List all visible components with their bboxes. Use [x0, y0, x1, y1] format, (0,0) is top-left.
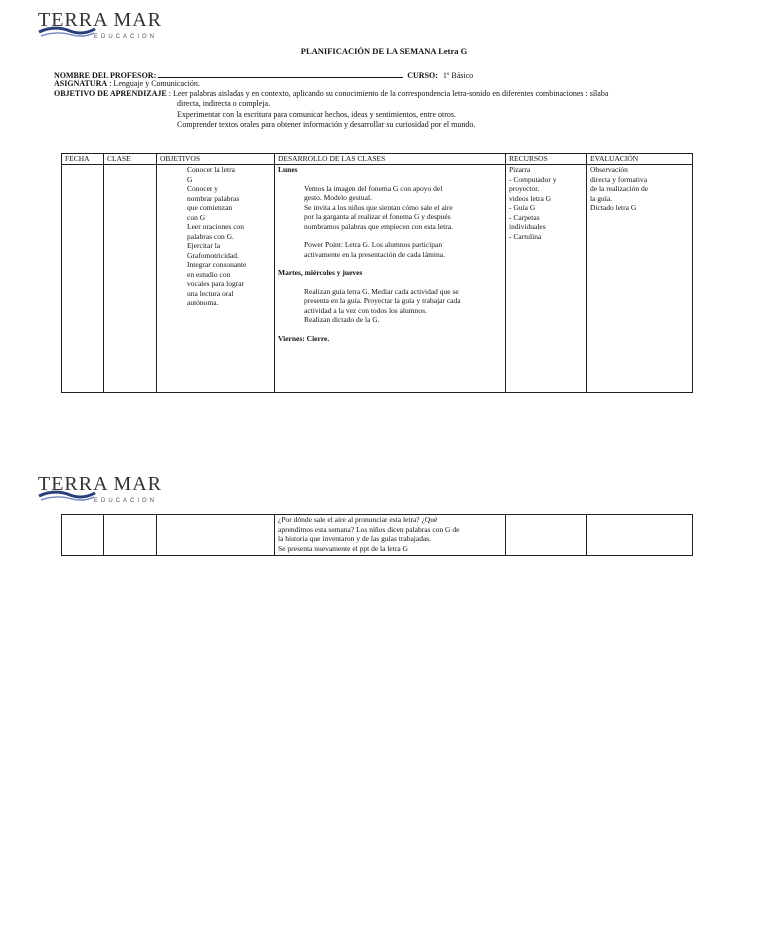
objetivo-item: vocales para lograr	[187, 279, 245, 288]
recursos-cell	[506, 165, 587, 393]
desarrollo-line: Se presenta nuevamente el ppt de la letra G	[278, 543, 408, 553]
recurso-item: - Computador y	[509, 174, 557, 184]
objetivo-item: una lectura oral	[187, 288, 234, 298]
objetivo-item: Leer oraciones con	[187, 222, 245, 231]
asignatura-label: ASIGNATURA	[54, 79, 108, 88]
lunes-line: por la garganta al realizar el fonema G y después	[304, 212, 451, 221]
martes-heading: Martes, miércoles y jueves	[278, 268, 363, 277]
logo-sub-text: EDUCACION	[94, 34, 158, 40]
planning-table	[61, 153, 693, 393]
evaluacion-cell	[587, 515, 693, 556]
wave-icon	[38, 26, 96, 38]
recurso-item: proyector.	[509, 184, 540, 193]
terra-mar-logo-page2	[38, 473, 163, 504]
evaluacion-item: la guía.	[590, 193, 613, 203]
recurso-item: videos letra G	[509, 193, 552, 203]
logo-brand-text: TERRA MAR	[38, 473, 163, 495]
lunes-line: activamente en la presentación de cada lámina.	[304, 249, 445, 259]
objetivos-cell	[157, 515, 275, 556]
col-recursos: RECURSOS	[506, 154, 587, 165]
martes-line: Realizan guía letra G. Mediar cada actividad que se	[304, 286, 459, 296]
recurso-item: Pizarra	[509, 165, 531, 174]
objetivos-cell	[157, 165, 275, 393]
col-objetivos: OBJETIVOS	[157, 154, 275, 165]
planning-table-continued	[61, 514, 693, 556]
martes-line: Realizan dictado de la G.	[304, 315, 380, 324]
desarrollo-line: ¿Por dónde sale el aire al pronunciar esta letra? ¿Qué	[278, 515, 438, 524]
objetivo-item: Ejercitar la	[187, 241, 221, 250]
col-desarrollo: DESARROLLO DE LAS CLASES	[275, 154, 506, 165]
col-fecha: FECHA	[62, 154, 104, 165]
asignatura-row	[54, 79, 200, 89]
recurso-item: individuales	[509, 222, 546, 231]
desarrollo-cell	[275, 515, 506, 556]
objetivo-item: nombrar palabras	[187, 193, 240, 203]
curso-value: 1º Básico	[442, 71, 474, 80]
table-row	[62, 165, 693, 393]
viernes-heading: Viernes: Cierre.	[278, 333, 330, 343]
objetivo-row	[54, 89, 704, 99]
objetivo-item: autónoma.	[187, 298, 219, 307]
objetivo-item: Integrar consonante	[187, 260, 247, 269]
objetivo-item: Conocer y	[187, 184, 219, 193]
evaluacion-item: directa y formativa	[590, 174, 648, 184]
evaluacion-item: de la realización de	[590, 184, 649, 193]
evaluacion-item: Dictado letra G	[590, 203, 637, 212]
objetivo-item: en estudio con	[187, 269, 231, 279]
logo-brand-text: TERRA MAR	[38, 9, 163, 31]
desarrollo-cell	[275, 165, 506, 393]
page-title: PLANIFICACIÓN DE LA SEMANA Letra G	[300, 46, 468, 56]
table-row	[62, 515, 693, 556]
fecha-cell	[62, 165, 104, 393]
lunes-line: Vemos la imagen del fonema G con apoyo del	[304, 183, 443, 193]
recursos-cell	[506, 515, 587, 556]
objetivo-continuation	[177, 99, 475, 131]
recurso-item: - Carpetas	[509, 212, 540, 222]
desarrollo-line: la historia que inventaron y de las guías trabajadas.	[278, 534, 432, 543]
objetivo-item: Grafomotricidad.	[187, 250, 239, 260]
lunes-line: gesto. Modelo gestual.	[304, 193, 372, 202]
lunes-heading: Lunes	[278, 165, 298, 174]
desarrollo-line: aprendimos esta semana? Los niños dicen palabras con G de	[278, 524, 460, 534]
martes-line: presenta en la guía. Proyectar la guía y trabajar cada	[304, 296, 461, 305]
profesor-label: NOMBRE DEL PROFESOR:	[54, 71, 157, 80]
logo-sub-text: EDUCACION	[94, 498, 158, 504]
fecha-cell	[62, 515, 104, 556]
recurso-item: - Guía G	[509, 203, 536, 212]
lunes-line: nombramos palabras que empiecen con esta letra.	[304, 221, 453, 231]
table-header-row	[62, 154, 693, 165]
curso-label: CURSO:	[407, 71, 438, 80]
objetivo-item: que comienzan	[187, 203, 233, 212]
col-clase: CLASE	[104, 154, 157, 165]
objetivo-item: Conocer la letra	[187, 165, 235, 174]
objetivo-item: palabras con G.	[187, 231, 234, 241]
clase-cell	[104, 165, 157, 393]
objetivo-line: Experimentar con la escritura para comunicar hechos, ideas y sentimientos, entre otros.	[177, 109, 457, 119]
col-evaluacion: EVALUACIÓN	[587, 154, 693, 165]
objetivo-text-line1: : Leer palabras aisladas y en contexto, aplicando su conocimiento de la correspondencia letra-sonido en diferentes combinaciones : sílaba	[168, 89, 609, 98]
lunes-line: Se invita a los niños que sientan cómo sale el aire	[304, 202, 453, 212]
asignatura-value: : Lenguaje y Comunicación.	[109, 79, 200, 88]
objetivo-line: Comprender textos orales para obtener información y desarrollar su curiosidad por el mundo.	[177, 120, 476, 129]
objetivo-label: OBJETIVO DE APRENDIZAJE	[54, 89, 167, 98]
terra-mar-logo	[38, 9, 163, 40]
lunes-line: Power Point: Letra G. Los alumnos participan	[304, 240, 443, 249]
evaluacion-cell	[587, 165, 693, 393]
recurso-item: - Cartulina	[509, 231, 542, 241]
objetivo-item: con G	[187, 212, 206, 222]
objetivo-line: directa, indirecta o compleja.	[177, 99, 271, 108]
evaluacion-item: Observación	[590, 165, 628, 174]
martes-line: actividad a la vez con todos los alumnos.	[304, 305, 427, 315]
profesor-blank	[158, 69, 403, 78]
objetivo-item: G	[187, 174, 193, 184]
clase-cell	[104, 515, 157, 556]
wave-icon	[38, 490, 96, 502]
